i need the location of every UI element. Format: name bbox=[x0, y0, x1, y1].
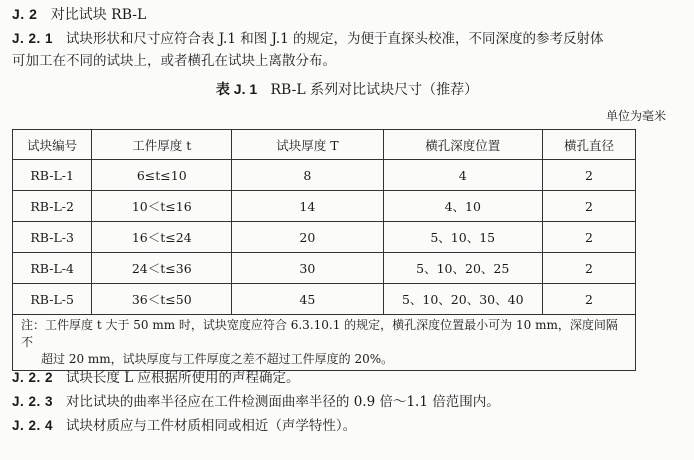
specimen-table bbox=[12, 129, 636, 371]
clause-2-4-text: 试块材质应与工件材质相同或相近（声学特性）。 bbox=[65, 418, 357, 434]
section-number: J. 2 bbox=[12, 6, 38, 22]
header-cell: 工件厚度 t bbox=[92, 130, 232, 160]
table-cell: 24＜t≤36 bbox=[92, 253, 232, 284]
table-cell: 2 bbox=[542, 160, 635, 191]
table-cell: RB-L-1 bbox=[13, 160, 92, 191]
clause-2-4 bbox=[12, 414, 356, 434]
table-cell: 5、10、15 bbox=[383, 222, 542, 253]
table-cell: RB-L-3 bbox=[13, 222, 92, 253]
table-row bbox=[13, 284, 636, 315]
table-cell: RB-L-4 bbox=[13, 253, 92, 284]
table-note-row bbox=[13, 315, 636, 371]
table-cell: 14 bbox=[232, 191, 383, 222]
table-note bbox=[13, 315, 636, 371]
clause-2-1-line1 bbox=[12, 28, 604, 50]
table-cell: 2 bbox=[542, 253, 635, 284]
header-cell: 试块厚度 T bbox=[232, 130, 383, 160]
table-cell: 4 bbox=[383, 160, 542, 191]
table-note-line2: 超过 20 mm，试块厚度与工件厚度之差不超过工件厚度的 20%。 bbox=[41, 352, 394, 366]
table-row bbox=[13, 160, 636, 191]
clause-2-2-number: J. 2. 2 bbox=[12, 370, 54, 385]
table-row bbox=[13, 253, 636, 284]
header-cell: 横孔直径 bbox=[542, 130, 635, 160]
table-cell: 30 bbox=[232, 253, 383, 284]
table-cell: 20 bbox=[232, 222, 383, 253]
table-caption bbox=[0, 79, 694, 99]
table-row bbox=[13, 222, 636, 253]
table-caption-title: RB-L 系列对比试块尺寸（推荐） bbox=[270, 82, 479, 98]
header-cell: 试块编号 bbox=[13, 130, 92, 160]
clause-2-2 bbox=[12, 366, 299, 386]
table-cell: 4、10 bbox=[383, 191, 542, 222]
clause-2-1-number: J. 2. 1 bbox=[12, 31, 54, 46]
clause-2-3 bbox=[12, 390, 500, 410]
table-cell: 2 bbox=[542, 222, 635, 253]
section-heading bbox=[12, 4, 146, 24]
section-title: 对比试块 RB-L bbox=[50, 7, 147, 23]
clause-2-1-text-1: 试块形状和尺寸应符合表 J.1 和图 J.1 的规定，为便于直探头校准，不同深度的参考反射体 bbox=[65, 31, 604, 47]
table-row bbox=[13, 191, 636, 222]
table-note-line1: 注：工件厚度 t 大于 50 mm 时，试块宽度应符合 6.3.10.1 的规定，横孔深度位置最小可为 10 mm，深度间隔不 bbox=[21, 318, 618, 349]
table-header-row bbox=[13, 130, 636, 160]
header-cell: 横孔深度位置 bbox=[383, 130, 542, 160]
table-cell: 10＜t≤16 bbox=[92, 191, 232, 222]
clause-2-2-text: 试块长度 L 应根据所使用的声程确定。 bbox=[65, 370, 300, 386]
table-cell: 16＜t≤24 bbox=[92, 222, 232, 253]
unit-note: 单位为毫米 bbox=[605, 109, 666, 123]
clause-2-4-number: J. 2. 4 bbox=[12, 418, 54, 433]
clause-2-3-text: 对比试块的曲率半径应在工件检测面曲率半径的 0.9 倍～1.1 倍范围内。 bbox=[65, 394, 500, 410]
table-cell: 6≤t≤10 bbox=[92, 160, 232, 191]
table-cell: 36＜t≤50 bbox=[92, 284, 232, 315]
table-cell: 5、10、20、25 bbox=[383, 253, 542, 284]
clause-2-1-line2: 可加工在不同的试块上，或者横孔在试块上离散分布。 bbox=[12, 53, 336, 69]
table-cell: 8 bbox=[232, 160, 383, 191]
table-cell: 45 bbox=[232, 284, 383, 315]
table-cell: RB-L-2 bbox=[13, 191, 92, 222]
clause-2-3-number: J. 2. 3 bbox=[12, 394, 54, 409]
table-cell: 5、10、20、30、40 bbox=[383, 284, 542, 315]
table-cell: 2 bbox=[542, 191, 635, 222]
table-cell: RB-L-5 bbox=[13, 284, 92, 315]
table-caption-label: 表 J. 1 bbox=[215, 81, 258, 97]
table-cell: 2 bbox=[542, 284, 635, 315]
